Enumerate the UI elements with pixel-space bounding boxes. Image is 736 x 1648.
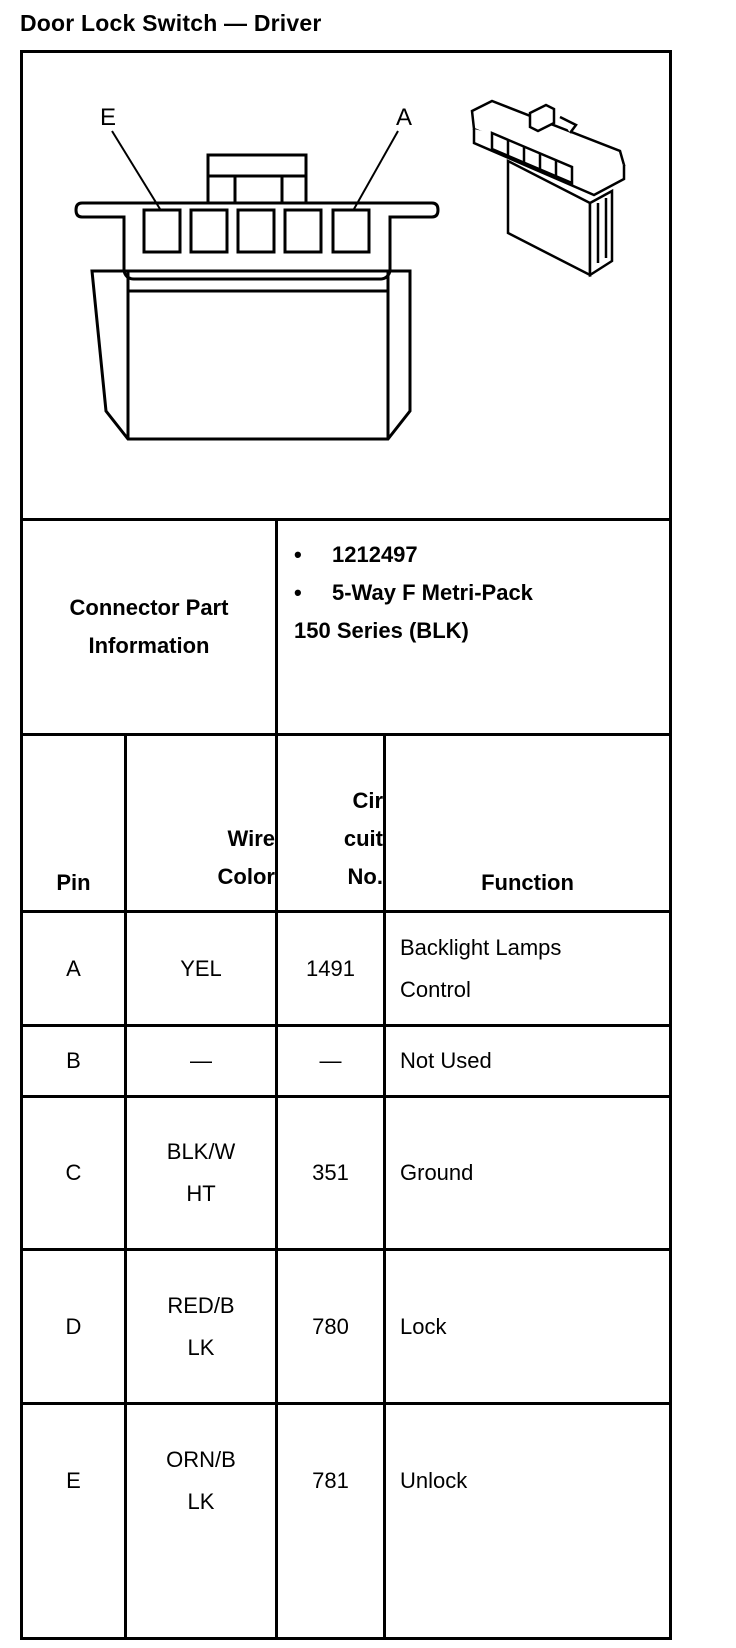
divider-col-info	[275, 518, 278, 736]
cell-wire-color: BLK/W HT	[166, 1139, 236, 1206]
cell-circuit: 351	[312, 1160, 349, 1185]
header-wire-color: Wire Color	[217, 826, 275, 889]
cavity-a	[333, 210, 369, 252]
cavity-c	[238, 210, 274, 252]
connector-info-value	[294, 536, 664, 726]
cavity-e	[144, 210, 180, 252]
cell-circuit: 781	[312, 1468, 349, 1493]
cavity-b	[285, 210, 321, 252]
header-function: Function	[481, 870, 574, 895]
cell-wire-color: ORN/B LK	[166, 1447, 236, 1514]
cell-function: Lock	[400, 1313, 447, 1339]
connector-isometric-icon	[472, 101, 624, 275]
pin-label-e: E	[100, 104, 117, 131]
cell-pin: C	[65, 1160, 82, 1185]
connector-type: • 5-Way F Metri-Pack	[294, 580, 533, 605]
connector-diagram	[20, 53, 666, 517]
cavity-d	[191, 210, 227, 252]
page-title: Door Lock Switch — Driver	[20, 10, 322, 36]
cell-function: Unlock	[400, 1468, 468, 1493]
cell-circuit: 780	[312, 1313, 349, 1339]
cell-pin: D	[65, 1313, 82, 1339]
connector-series: 150 Series (BLK)	[294, 618, 469, 643]
cell-function: Not Used	[400, 1048, 492, 1073]
cell-pin: E	[66, 1468, 81, 1493]
connector-part-number: • 1212497	[294, 542, 418, 567]
cell-pin: A	[66, 955, 81, 981]
connector-face-view	[76, 155, 438, 439]
cell-circuit: —	[319, 1048, 342, 1073]
cell-pin: B	[66, 1048, 81, 1073]
cell-function: Ground	[400, 1160, 474, 1185]
leader-line-e	[112, 131, 160, 209]
cell-wire-color: YEL	[180, 955, 222, 981]
cell-circuit: 1491	[306, 955, 355, 981]
cell-function: Backlight Lamps Control	[400, 934, 562, 1002]
header-pin: Pin	[56, 870, 91, 895]
pin-label-a: A	[396, 104, 413, 131]
cell-wire-color: —	[190, 1048, 212, 1073]
leader-line-a	[354, 131, 398, 209]
connector-info-label: Connector Part Information	[69, 595, 229, 658]
cell-wire-color: RED/B LK	[167, 1292, 235, 1360]
header-circuit-no: Cir cuit No.	[343, 788, 383, 889]
